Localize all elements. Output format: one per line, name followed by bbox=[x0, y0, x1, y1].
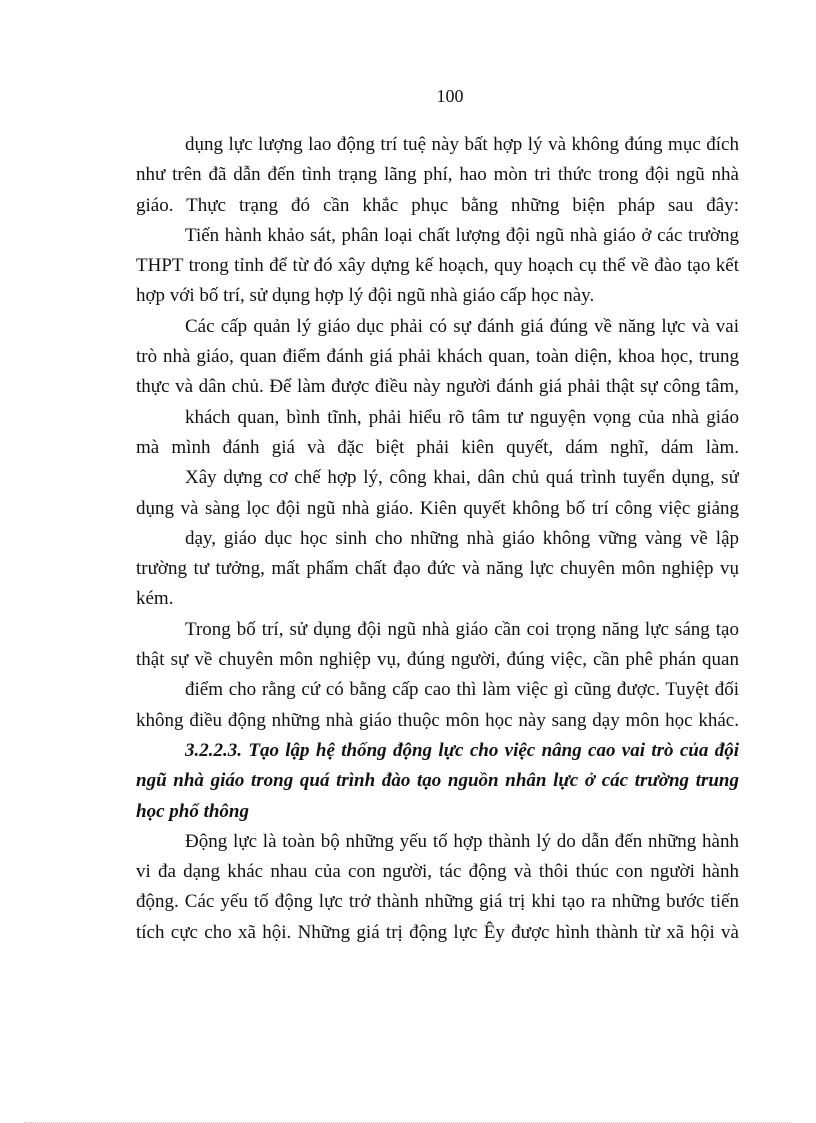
text-line: như trên đã dẫn đến tình trạng lãng phí, hao mòn tri thức trong đội ngũ nhà bbox=[136, 164, 739, 186]
text-line: thật sự về chuyên môn nghiệp vụ, đúng người, đúng việc, cần phê phán quan bbox=[136, 649, 739, 671]
text-line: động. Các yếu tố động lực trở thành những giá trị khi tạo ra những bước tiến bbox=[136, 891, 739, 913]
text-line: giáo. Thực trạng đó cần khắc phục bằng những biện pháp sau đây: bbox=[136, 194, 739, 216]
text-line: thực và dân chủ. Để làm được điều này người đánh giá phải thật sự công tâm, bbox=[136, 376, 739, 398]
text-line: dạy, giáo dục học sinh cho những nhà giáo không vững vàng về lập bbox=[185, 527, 739, 549]
text-line: hợp với bố trí, sử dụng hợp lý đội ngũ nhà giáo cấp học này. bbox=[136, 285, 595, 307]
text-line: không điều động những nhà giáo thuộc môn học này sang dạy môn học khác. bbox=[136, 709, 739, 731]
text-line: mà mình đánh giá và đặc biệt phải kiên quyết, dám nghĩ, dám làm. bbox=[136, 436, 739, 458]
text-line: trò nhà giáo, quan điểm đánh giá phải khách quan, toàn diện, khoa học, trung bbox=[136, 346, 739, 368]
text-line: dụng và sàng lọc đội ngũ nhà giáo. Kiên quyết không bố trí công việc giảng bbox=[136, 497, 739, 519]
body-paragraphs bbox=[136, 130, 739, 736]
text-line: điểm cho rằng cứ có bằng cấp cao thì làm việc gì cũng được. Tuyệt đối bbox=[185, 679, 739, 701]
text-line: THPT trong tỉnh để từ đó xây dựng kế hoạch, quy hoạch cụ thể về đào tạo kết bbox=[136, 255, 739, 277]
text-line: Tiến hành khảo sát, phân loại chất lượng đội ngũ nhà giáo ở các trường bbox=[185, 224, 739, 246]
text-line: kém. bbox=[136, 588, 174, 610]
section-heading bbox=[136, 736, 739, 827]
text-line: Các cấp quản lý giáo dục phải có sự đánh giá đúng về năng lực và vai bbox=[185, 315, 739, 337]
text-line: dụng lực lượng lao động trí tuệ này bất hợp lý và không đúng mục đích bbox=[185, 134, 739, 155]
text-line: vi đa dạng khác nhau của con người, tác động và thôi thúc con người hành bbox=[136, 861, 739, 883]
text-line: trường tư tưởng, mất phẩm chất đạo đức và năng lực chuyên môn nghiệp vụ bbox=[136, 558, 739, 580]
closing-paragraph bbox=[136, 827, 739, 948]
document-body bbox=[136, 130, 739, 948]
text-line: khách quan, bình tĩnh, phải hiểu rõ tâm tư nguyện vọng của nhà giáo bbox=[185, 406, 739, 428]
text-line: Động lực là toàn bộ những yếu tố hợp thành lý do dẫn đến những hành bbox=[185, 830, 739, 852]
text-line: tích cực cho xã hội. Những giá trị động lực Êy được hình thành từ xã hội và bbox=[136, 921, 739, 943]
heading-line: học phổ thông bbox=[136, 800, 249, 822]
text-line: Trong bố trí, sử dụng đội ngũ nhà giáo cần coi trọng năng lực sáng tạo bbox=[185, 618, 739, 640]
text-line: Xây dựng cơ chế hợp lý, công khai, dân chủ quá trình tuyển dụng, sử bbox=[185, 467, 739, 489]
heading-line: ngũ nhà giáo trong quá trình đào tạo nguồn nhân lực ở các trường trung bbox=[136, 770, 739, 792]
heading-line: 3.2.2.3. Tạo lập hệ thống động lực cho việc nâng cao vai trò của đội bbox=[185, 739, 739, 761]
page-number: 100 bbox=[436, 86, 464, 106]
